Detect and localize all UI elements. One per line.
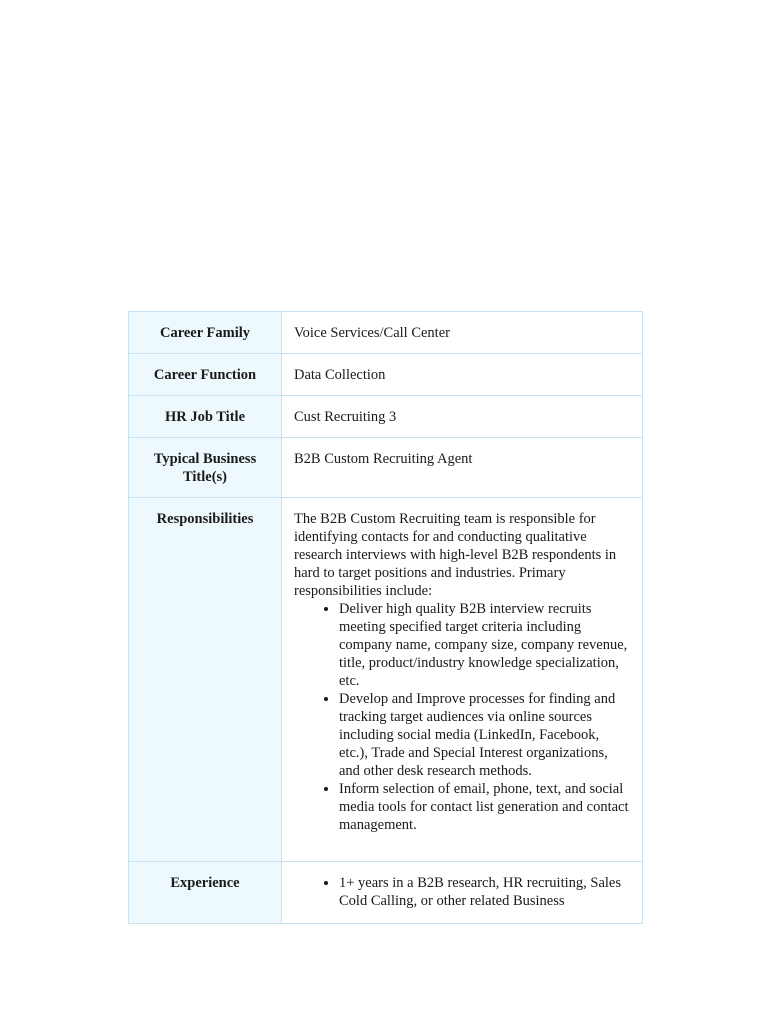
experience-label: Experience [129, 862, 282, 924]
table-row [129, 312, 643, 354]
list-item: • Deliver high quality B2B interview recruits meeting specified target criteria including company name, company size, company revenue, title, product/industry knowledge specialization, etc. [339, 600, 630, 690]
career-family-label: Career Family [129, 312, 282, 354]
experience-list [294, 874, 630, 910]
hr-job-title-value: Cust Recruiting 3 [282, 396, 643, 438]
table-row [129, 498, 643, 862]
responsibilities-list [294, 600, 630, 834]
experience-value [282, 862, 643, 924]
table-row [129, 354, 643, 396]
career-function-label: Career Function [129, 354, 282, 396]
career-family-value: Voice Services/Call Center [282, 312, 643, 354]
responsibilities-intro: The B2B Custom Recruiting team is responsible for identifying contacts for and conducting qualitative research interviews with high-level B2B respondents in hard to target positions and industries. Primary responsibilities include: [294, 511, 617, 599]
table-row [129, 396, 643, 438]
responsibilities-label: Responsibilities [129, 498, 282, 862]
job-description-table [128, 311, 643, 924]
list-item: • Develop and Improve processes for finding and tracking target audiences via online sources including social media (LinkedIn, Facebook, etc.), Trade and Special Interest organizations, and other desk research methods. [339, 690, 630, 780]
responsibilities-value [282, 498, 643, 862]
typical-business-titles-value: B2B Custom Recruiting Agent [282, 438, 643, 498]
hr-job-title-label: HR Job Title [129, 396, 282, 438]
list-item: • 1+ years in a B2B research, HR recruiting, Sales Cold Calling, or other related Business [339, 874, 630, 910]
career-function-value: Data Collection [282, 354, 643, 396]
list-item: • Inform selection of email, phone, text, and social media tools for contact list generation and contact management. [339, 780, 630, 834]
typical-business-titles-label: Typical Business Title(s) [129, 438, 282, 498]
table-row [129, 438, 643, 498]
table-row [129, 862, 643, 924]
